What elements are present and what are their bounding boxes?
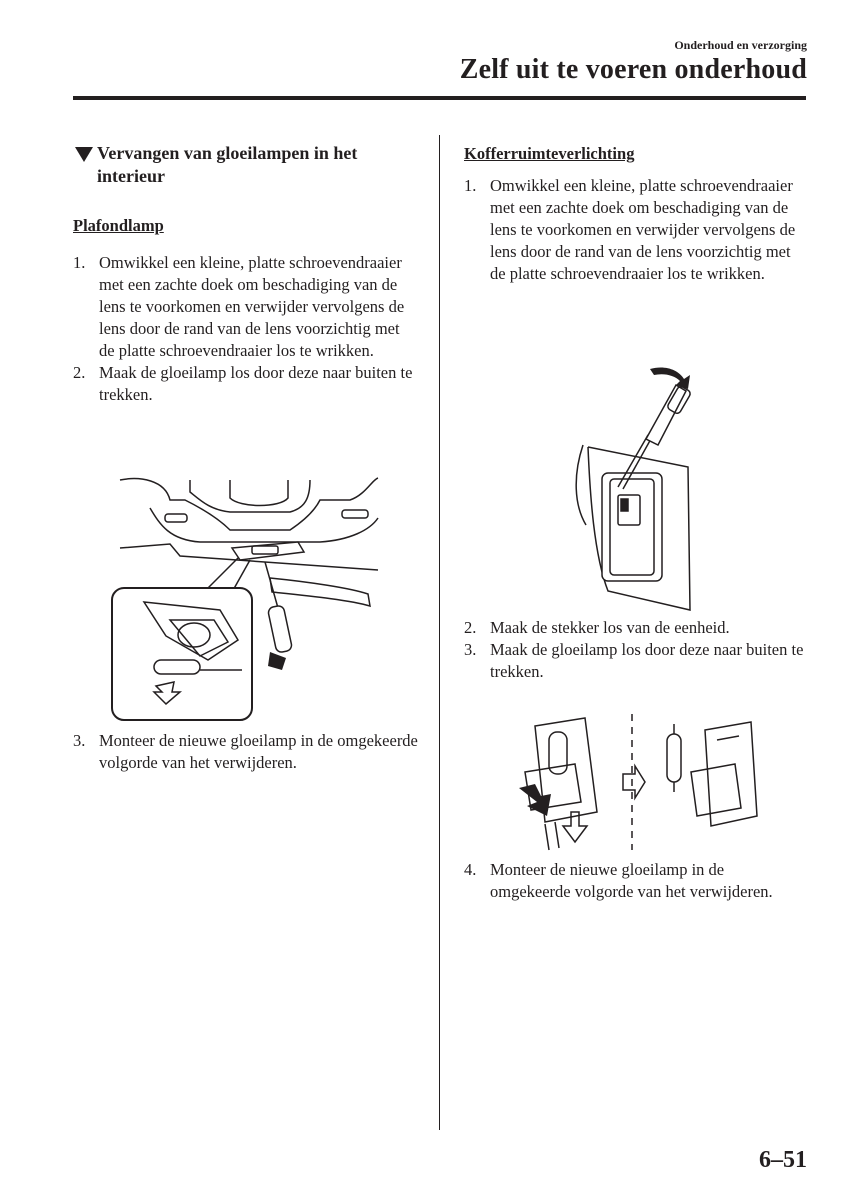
step-item (73, 362, 418, 406)
step-number: 4. (464, 860, 477, 879)
step-number: 1. (73, 253, 86, 272)
step-number: 2. (464, 618, 477, 637)
running-header-title: Zelf uit te voeren onderhoud (459, 54, 807, 85)
step-number: 3. (464, 640, 477, 659)
step-item (464, 175, 804, 285)
step-number: 1. (464, 176, 477, 195)
step-text: Omwikkel een kleine, platte schroevendraaier met een zachte doek om beschadiging van de lens te voorkomen en verwijder vervolgens de lens door de rand van de lens voorzichtig met de platte schroevendraaier los te wrikken. (490, 176, 796, 283)
steps-list-kofferruimte (464, 175, 804, 285)
bulb-removal-illustration (505, 712, 760, 852)
step-number: 3. (73, 731, 86, 750)
step-item (73, 730, 418, 774)
steps-list-plafondlamp-continued (73, 730, 418, 774)
step-text: Maak de gloeilamp los door deze naar buiten te trekken. (490, 640, 804, 681)
steps-list-plafondlamp (73, 252, 418, 406)
steps-list-kofferruimte-final (464, 859, 804, 903)
dome-light-illustration (110, 470, 382, 722)
column-divider (439, 135, 440, 1130)
subheading-kofferruimte: Kofferruimteverlichting (464, 144, 635, 163)
triangle-bullet-icon (75, 147, 93, 162)
step-item (464, 859, 804, 903)
step-text: Omwikkel een kleine, platte schroevendraaier met een zachte doek om beschadiging van de lens te voorkomen en verwijder vervolgens de lens door de rand van de lens voorzichtig met de platte schroevendraaier los te wrikken. (99, 253, 405, 360)
step-text: Maak de gloeilamp los door deze naar buiten te trekken. (99, 363, 413, 404)
step-item (464, 639, 804, 683)
step-number: 2. (73, 363, 86, 382)
section-heading (73, 142, 418, 188)
running-header-section: Onderhoud en verzorging (674, 38, 807, 52)
page-number: 6–51 (759, 1147, 807, 1173)
header-rule (73, 96, 806, 100)
steps-list-kofferruimte-middle (464, 617, 804, 683)
subheading-plafondlamp: Plafondlamp (73, 216, 164, 235)
step-text: Monteer de nieuwe gloeilamp in de omgekeerde volgorde van het verwijderen. (490, 860, 773, 901)
right-column (464, 142, 804, 285)
luggage-light-illustration (568, 355, 708, 615)
step-text: Maak de stekker los van de eenheid. (490, 618, 730, 637)
step-item (73, 252, 418, 362)
step-text: Monteer de nieuwe gloeilamp in de omgekeerde volgorde van het verwijderen. (99, 731, 418, 772)
left-column (73, 142, 418, 406)
section-heading-text: Vervangen van gloeilampen in het interieur (97, 143, 358, 186)
step-item (464, 617, 804, 639)
